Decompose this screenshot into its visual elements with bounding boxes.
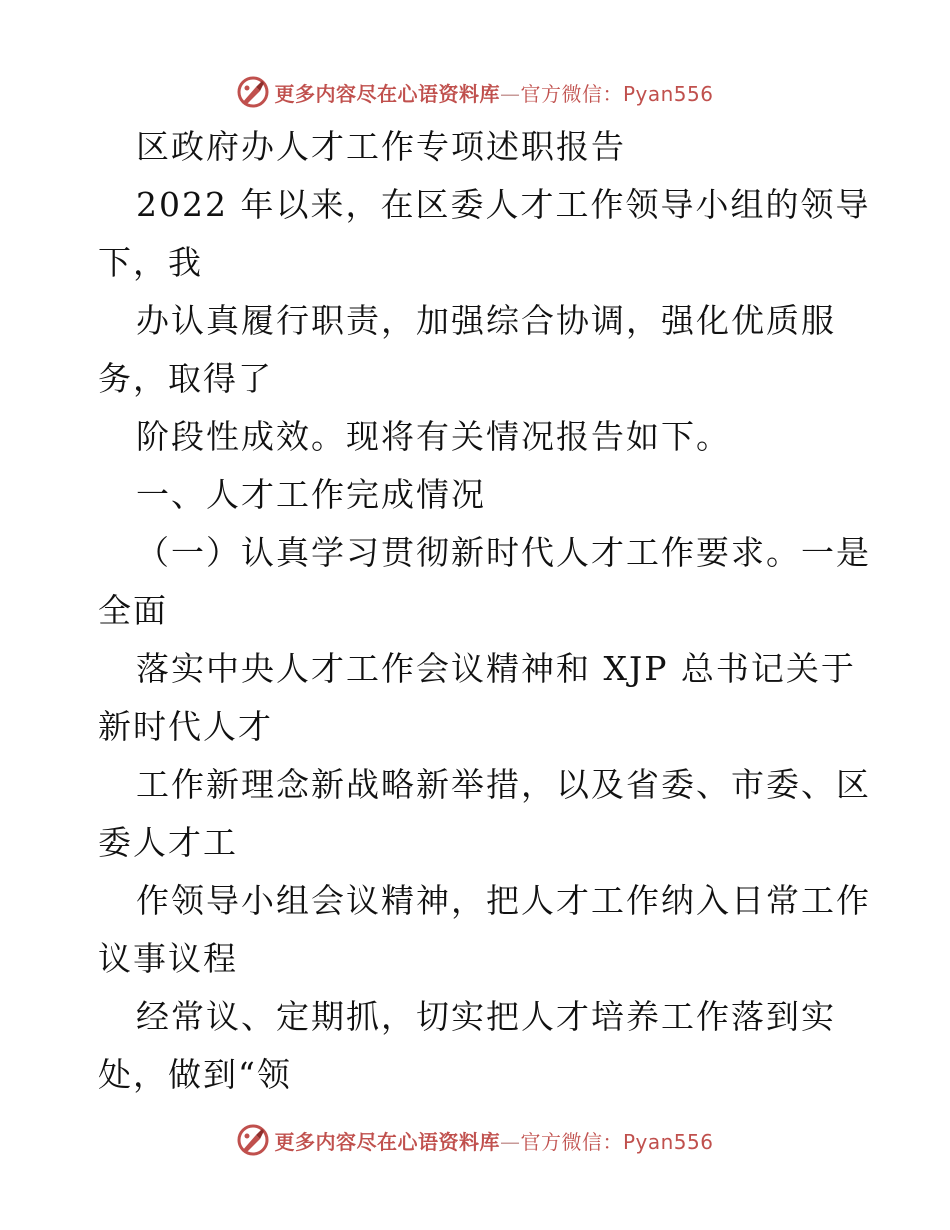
document-line: 区政府办人才工作专项述职报告 bbox=[136, 127, 626, 166]
watermark-banner-bottom bbox=[0, 1120, 950, 1160]
document-line: 工作新理念新战略新举措，以及省委、市委、区 bbox=[136, 765, 871, 804]
document-line: 一、人才工作完成情况 bbox=[136, 475, 486, 514]
document-line: （一）认真学习贯彻新时代人才工作要求。一是 bbox=[136, 533, 871, 572]
document-body bbox=[98, 118, 871, 1104]
pen-logo-icon bbox=[236, 1123, 270, 1157]
document-line: 务，取得了 bbox=[98, 359, 273, 398]
watermark-text: 更多内容尽在心语资料库—官方微信：Pyan556 bbox=[274, 1129, 714, 1154]
document-line: 委人才工 bbox=[98, 823, 238, 862]
document-line: 作领导小组会议精神，把人才工作纳入日常工作 bbox=[136, 881, 871, 920]
pen-logo-icon bbox=[236, 75, 270, 109]
watermark-text: 更多内容尽在心语资料库—官方微信：Pyan556 bbox=[274, 81, 714, 106]
document-line: 办认真履行职责，加强综合协调，强化优质服 bbox=[136, 301, 836, 340]
document-line: 经常议、定期抓，切实把人才培养工作落到实 bbox=[136, 997, 836, 1036]
document-line: 下，我 bbox=[98, 243, 203, 282]
document-line: 议事议程 bbox=[98, 939, 238, 978]
watermark-banner-top bbox=[0, 72, 950, 112]
document-line: 处，做到“领 bbox=[98, 1055, 292, 1094]
document-line: 落实中央人才工作会议精神和 XJP 总书记关于 bbox=[136, 649, 856, 688]
document-line: 2022 年以来，在区委人才工作领导小组的领导 bbox=[136, 185, 871, 224]
document-line: 新时代人才 bbox=[98, 707, 273, 746]
document-line: 全面 bbox=[98, 591, 168, 630]
document-line: 阶段性成效。现将有关情况报告如下。 bbox=[136, 417, 731, 456]
